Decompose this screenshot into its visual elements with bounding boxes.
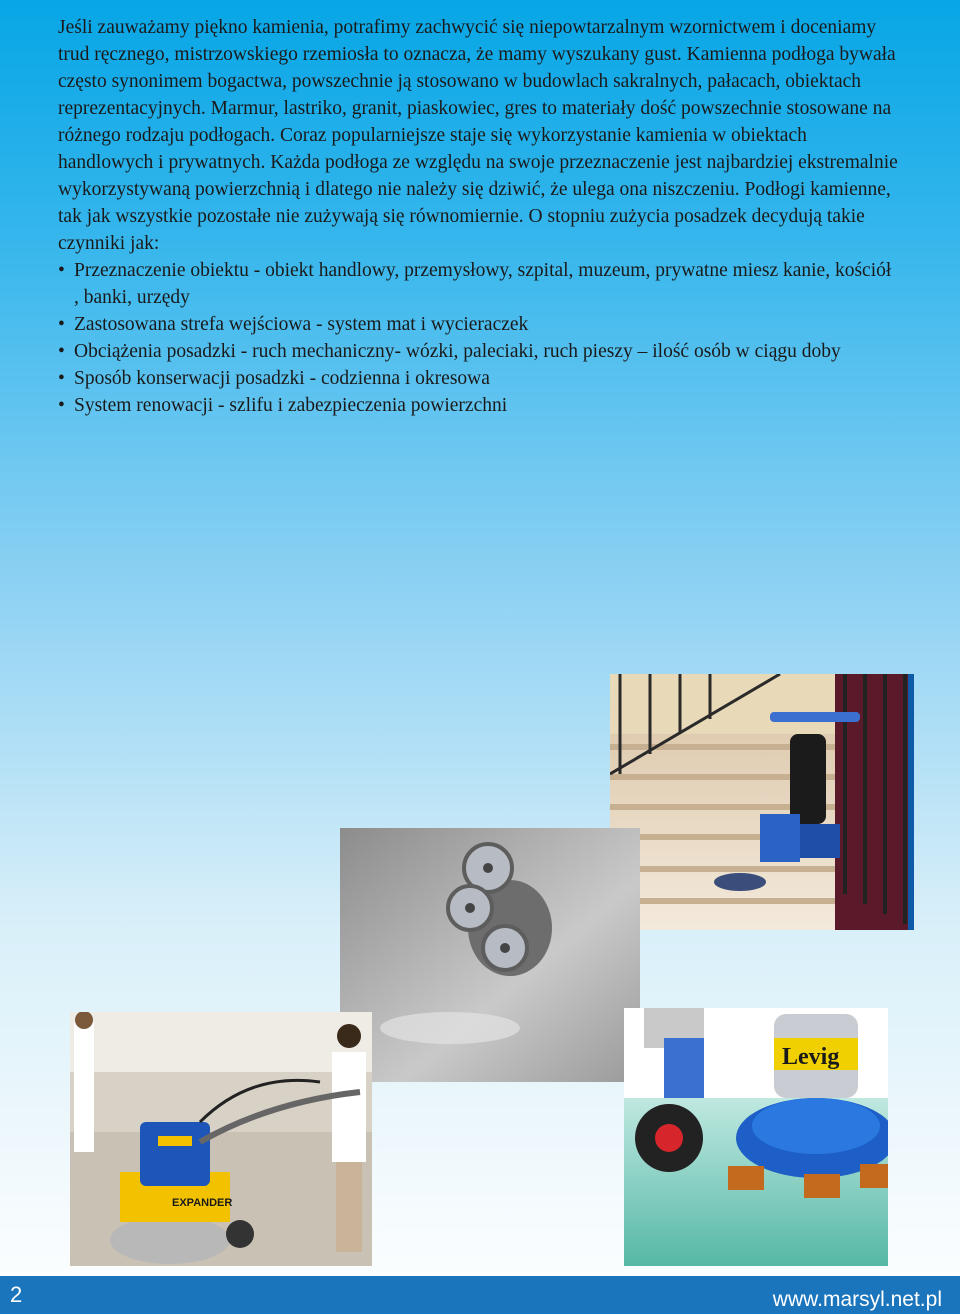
factors-list: [58, 257, 898, 419]
intro-paragraph: Jeśli zauważamy piękno kamienia, potrafimy zachwycić się niepowtarzalnym wzornictwem i doceniamy trud ręcznego, mistrzowskiego rzemiosła to oznacza, że mamy wyszukany gust. Kamienna podłoga bywała często synonimem bogactwa, powszechnie ją stosowano w budowlach sakralnych, pałacach, obiektach reprezentacyjnych. Marmur, lastriko, granit, piaskowiec, gres to materiały dość powszechnie stosowane na różnego rodzaju podłogach. Coraz popularniejsze staje się wykorzystanie kamienia w obiektach handlowych i prywatnych. Każda podłoga ze względu na swoje przeznaczenie jest najbardziej ekstremalnie wykorzystywaną powierzchnią i dlatego nie należy się dziwić, że ulega ona niszczeniu. Podłogi kamienne, tak jak wszystkie pozostałe nie zużywają się równomiernie. O stopniu zużycia posadzek decydują takie czynniki jak:: [58, 17, 898, 254]
levigo-label: Levig: [782, 1044, 840, 1070]
photo-levigo-machine: [624, 1008, 888, 1266]
photo-stairs-grinder: [610, 674, 914, 930]
list-item: • Sposób konserwacji posadzki - codzienna i okresowa: [58, 365, 898, 392]
expander-label: EXPANDER: [172, 1197, 233, 1209]
list-item: • Przeznaczenie obiektu - obiekt handlowy, przemysłowy, szpital, muzeum, prywatne miesz kanie, kościół , banki, urzędy: [58, 257, 898, 311]
page-footer: [0, 1276, 960, 1314]
photo-expander-workers: [70, 1012, 372, 1266]
page-number: 2: [10, 1282, 23, 1307]
list-item: • Zastosowana strefa wejściowa - system mat i wycieraczek: [58, 311, 898, 338]
article-text: [58, 14, 898, 419]
list-item: • System renowacji - szlifu i zabezpieczenia powierzchni: [58, 392, 898, 419]
list-item: • Obciążenia posadzki - ruch mechaniczny- wózki, paleciaki, ruch pieszy – ilość osób w ciągu doby: [58, 338, 898, 365]
website-link[interactable]: www.marsyl.net.pl: [772, 1288, 942, 1311]
photo-polishing-heads: [340, 828, 640, 1082]
